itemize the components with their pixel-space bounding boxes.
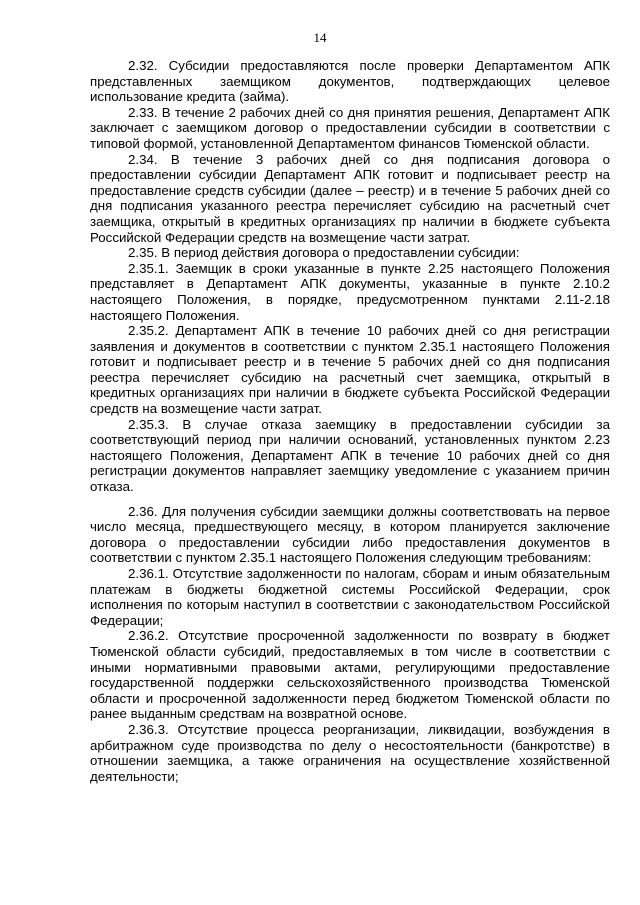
paragraph-2-35-3: 2.35.3. В случае отказа заемщику в предоставлении субсидии за соответствующий период при наличии оснований, установленных пунктом 2.23 настоящего Положения, Департамент АПК в течение 10 рабочих дней со дня регистрации документов направляет заемщику уведомление с указанием причин отказа.	[90, 416, 610, 495]
paragraph-2-36-3: 2.36.3. Отсутствие процесса реорганизации, ликвидации, возбуждения в арбитражном суде производства по делу о несостоятельности (банкротстве) в отношении заемщика, а также ограничения на осуществление хозяйственной деятельности;	[90, 721, 610, 784]
paragraph-2-34: 2.34. В течение 3 рабочих дней со дня подписания договора о предоставлении субсидии Департамент АПК готовит и подписывает реестр на предоставление средств субсидии (далее – реестр) и в течение 5 рабочих дней со дня подписания указанного реестра перечисляет субсидию на расчетный счет заемщика, открытый в кредитных организациях пр наличии в бюджете субъекта Российской Федерации средств на возмещение части затрат.	[90, 151, 610, 245]
paragraph-2-32: 2.32. Субсидии предоставляются после проверки Департаментом АПК представленных заемщиком документов, подтверждающих целевое использование кредита (займа).	[90, 58, 610, 105]
paragraph-2-35-1: 2.35.1. Заемщик в сроки указанные в пункте 2.25 настоящего Положения представляет в Департамент АПК документы, указанные в пункте 2.10.2 настоящего Положения, в порядке, предусмотренном пунктами 2.11-2.18 настоящего Положения.	[90, 260, 610, 323]
paragraph-2-36-2: 2.36.2. Отсутствие просроченной задолженности по возврату в бюджет Тюменской области субсидий, предоставляемых в том числе в соответствии с иными нормативными правовыми актами, регулирующими предоставление государственной поддержки сельскохозяйственного производства Тюменской области и просроченной задолженности перед бюджетом Тюменской области по ранее выданным средствам на возвратной основе.	[90, 628, 610, 722]
paragraph-2-35: 2.35. В период действия договора о предоставлении субсидии:	[128, 245, 520, 261]
document-body	[90, 58, 610, 784]
paragraph-2-35-2: 2.35.2. Департамент АПК в течение 10 рабочих дней со дня регистрации заявления и документов в соответствии с пунктом 2.35.1 настоящего Положения готовит и подписывает реестр и в течение 5 рабочих дней со дня подписания реестра перечисляет субсидию на расчетный счет заемщика, открытый в кредитных организациях при наличии в бюджете субъекта Российской Федерации средств на возмещение части затрат.	[90, 323, 610, 417]
page-number: 14	[313, 30, 327, 45]
paragraph-2-36-1: 2.36.1. Отсутствие задолженности по налогам, сборам и иным обязательным платежам в бюджеты бюджетной системы Российской Федерации, срок исполнения по которым наступил в соответствии с законодательством Российской Федерации;	[90, 566, 610, 628]
paragraph-2-36: 2.36. Для получения субсидии заемщики должны соответствовать на первое число месяца, предшествующего месяцу, в котором планируется заключение договора о предоставлении субсидии либо предоставления документов в соответствии с пунктом 2.35.1 настоящего Положения следующим требованиям:	[90, 503, 610, 566]
paragraph-2-33: 2.33. В течение 2 рабочих дней со дня принятия решения, Департамент АПК заключает с заемщиком договор о предоставлении субсидии в соответствии с типовой формой, установленной Департаментом финансов Тюменской области.	[90, 104, 610, 151]
